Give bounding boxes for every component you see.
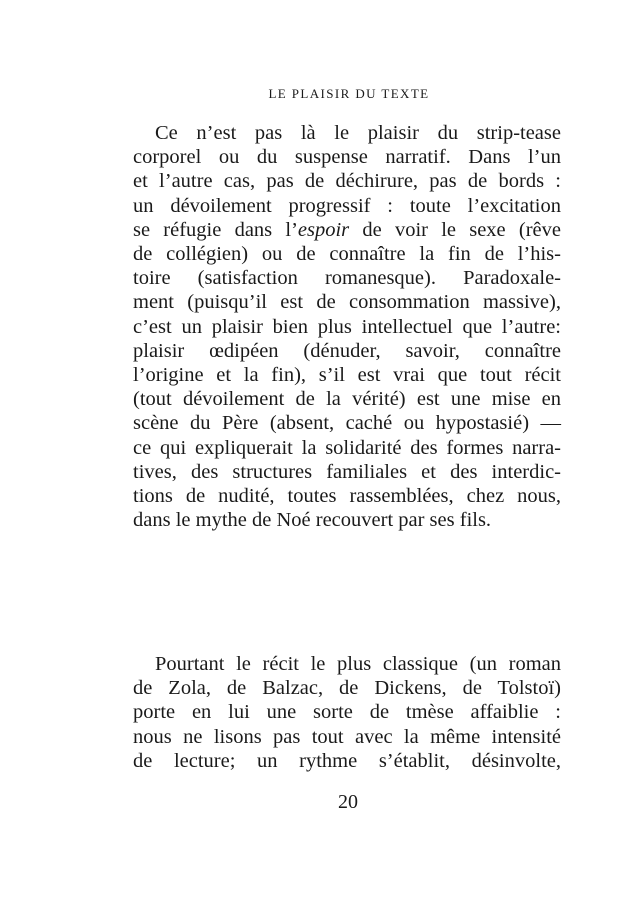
text-line: plaisir œdipéen (dénuder, savoir, connaître: [133, 339, 561, 362]
text-line: toire (satisfaction romanesque). Paradoxale-: [133, 267, 561, 290]
emphasis-line: se réfugie dans l’espoir de voir le sexe (rêve: [133, 218, 561, 241]
text-line: (tout dévoilement de la vérité) est une mise en: [133, 388, 561, 411]
emphasized-word: espoir: [297, 218, 350, 241]
page-number: [0, 791, 638, 814]
text-line: tives, des structures familiales et des interdic-: [133, 460, 561, 483]
text-line: Ce n’est pas là le plaisir du strip-tease: [155, 122, 561, 144]
text-line: nous ne lisons pas tout avec la même intensité: [133, 725, 561, 748]
text-line: dans le mythe de Noé recouvert par ses fils.: [133, 509, 492, 532]
text-line: ment (puisqu’il est de consommation massive),: [133, 291, 561, 314]
text-line: de collégien) ou de connaître la fin de l’his-: [133, 243, 561, 266]
text-line: c’est un plaisir bien plus intellectuel que l’autre:: [133, 315, 561, 338]
text-line: corporel ou du suspense narratif. Dans l’un: [133, 146, 561, 169]
text-line: scène du Père (absent, caché ou hypostasié) —: [133, 412, 561, 435]
paragraph-2: [133, 652, 561, 773]
text-line-with-emphasis: [133, 218, 561, 242]
paragraph-1: [133, 121, 561, 532]
text-line: tions de nudité, toutes rassemblées, chez nous,: [133, 485, 561, 508]
text-line: l’origine et la fin), s’il est vrai que tout récit: [133, 364, 561, 387]
text-line: un dévoilement progressif : toute l’excitation: [133, 194, 561, 217]
text-line: ce qui expliquerait la solidarité des formes narra-: [133, 436, 561, 459]
text-line: Pourtant le récit le plus classique (un roman: [155, 653, 561, 675]
running-head-title: LE PLAISIR DU TEXTE: [268, 86, 430, 101]
text-line: porte en lui une sorte de tmèse affaiblie :: [133, 701, 561, 724]
running-head: [0, 86, 638, 102]
text-line: et l’autre cas, pas de déchirure, pas de bords :: [133, 170, 561, 193]
text-line: de lecture; un rythme s’établit, désinvolte,: [133, 749, 561, 772]
page-number-value: 20: [338, 791, 358, 813]
text-line: de Zola, de Balzac, de Dickens, de Tolstoï): [133, 677, 561, 700]
